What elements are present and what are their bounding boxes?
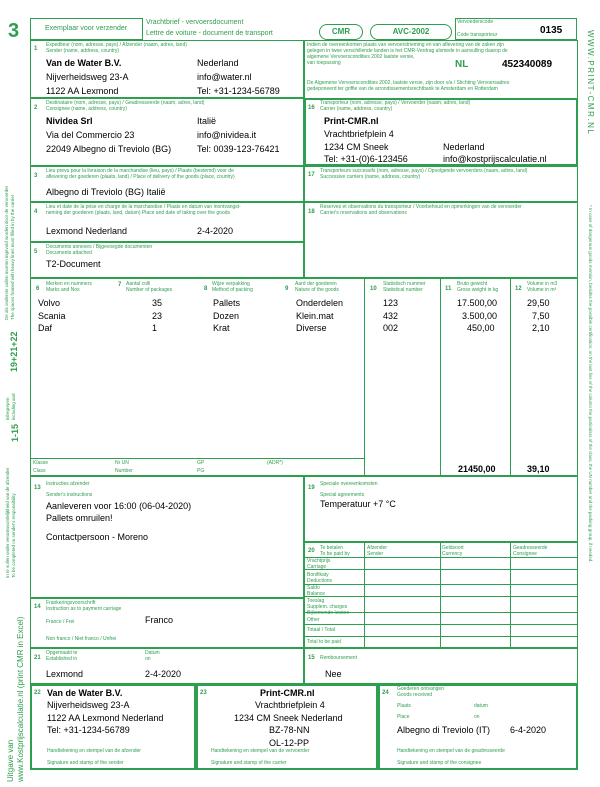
taking-over-date: 2-4-2020: [197, 226, 234, 236]
total-weight: 21450,00: [458, 464, 496, 474]
box-23-number: 23: [200, 690, 207, 696]
established-place: Lexmond: [46, 669, 84, 679]
box-5-number: 5: [34, 249, 38, 255]
conditions-line6: gedeponeerd ter griffie van de arrondissementsrechtbank te Amsterdam en Rotterdam: [307, 86, 498, 92]
pay-consignee-header: Geadresseerde: [513, 545, 548, 551]
goods-volume: 7,50: [532, 311, 550, 321]
adr-label: (ADR*): [267, 460, 283, 466]
col-10-number: 10: [370, 286, 377, 292]
adr-klasse: Klasse: [33, 460, 49, 466]
to-pay-label: Te betalen: [320, 545, 344, 551]
goods-weight: 17.500,00: [457, 298, 498, 308]
left-note-3: inbegrepen: [5, 397, 10, 420]
col-8-header: Wijze verpakking: [212, 281, 250, 287]
goods-nature: Diverse: [296, 323, 327, 333]
goods-weight: 450,00: [467, 323, 495, 333]
adr-class: Class: [33, 468, 46, 474]
box-21-label1: Opgemaakt te: [46, 650, 78, 656]
sig-sender-street: Nijverheidsweg 23-A: [47, 700, 130, 710]
header-copy-box: [30, 18, 143, 40]
col-9-header: Aard der goederen: [295, 281, 337, 287]
left-nums-2: 1-15: [10, 423, 20, 442]
box-3-label2: aflevering der goederen (plaats, land) / Place of delivery of the goods (place, country): [46, 174, 235, 180]
license-plate-1: BZ-78-NN: [269, 725, 310, 735]
box-18-label1: Reserves et observations du transporteur / Voorbehoud en opmerkingen van de vervoerder: [320, 204, 522, 210]
taking-over-place: Lexmond Nederland: [46, 226, 128, 236]
conditions-line2: gelegen in twee verschillende landen is het CMR-Verdrag alsmede in aanvulling daarop de: [307, 48, 508, 54]
left-note-2: The spaces framed with heavy lines must filled in by the carrier: [10, 194, 15, 320]
goods-packing: Pallets: [213, 298, 241, 308]
box-3-label1: Lieu prevu pour la livraison de la marchandise (lieu, pays) / Plaats (bestemd) voor de: [46, 168, 234, 174]
box-13-label2: Sender's instructions: [46, 492, 93, 498]
col-10-header: Statistisch nummer: [383, 281, 426, 287]
carrier-city: 1234 CM Sneek: [324, 142, 389, 152]
pay-sender-header: Afzender: [367, 545, 388, 551]
consignee-email: info@nividea.it: [197, 130, 257, 140]
box-14-label2: Instruction as to payment carriage: [46, 606, 122, 612]
left-bottom-2: www.Kostprijscalculatie.nl (print CMR in Excel): [16, 616, 25, 782]
box-15-label: Remboursement: [320, 655, 357, 661]
adr-gp: GP: [197, 460, 205, 466]
carrier-code: 0135: [540, 25, 563, 36]
document-number: 452340089: [502, 59, 553, 70]
consignee-city: 22049 Albegno di Treviolo (BG): [46, 144, 172, 154]
box-14-label1: Frankeringsvoorschrift: [46, 600, 96, 606]
box-19-label1: Speciale overeenkomsten: [320, 481, 378, 487]
special-agreement-value: Temperatuur +7 °C: [320, 499, 396, 509]
goods-stat: 123: [383, 298, 399, 308]
sender-city: 1122 AA Lexmond: [46, 86, 119, 96]
sender-street: Nijverheidsweg 23-A: [46, 72, 129, 82]
conditions-line3: algemene Vervoerscondities 2002 laatste versie,: [307, 54, 415, 60]
box-18-label2: Carrier's reservations and observations: [320, 210, 407, 216]
col-8-header-en: Method of packing: [212, 287, 253, 293]
goods-packages: 1: [152, 323, 158, 333]
box-21-on-label: on: [145, 656, 151, 662]
consignee-name: Nividea Srl: [46, 116, 93, 126]
box-24-plaats: Plaats: [397, 703, 411, 709]
box-19-label2: Special agreements: [320, 492, 365, 498]
copy-label: Exemplaar voor verzender: [45, 25, 128, 32]
adr-nr-un: Nr UN: [115, 460, 129, 466]
col-12-number: 12: [515, 286, 522, 292]
left-bottom-1: Uitgave van: [6, 739, 15, 782]
col-7-header-en: Number of packages: [126, 287, 173, 293]
box-1-number: 1: [34, 46, 38, 52]
pay-currency-header: Geldsoort: [442, 545, 464, 551]
copy-number: 3: [8, 20, 20, 42]
right-side-note: * In case of dangerous goods mention, besides the possible certification, on the last line of the column the particulars of the class, the UN number and the packing group, if needed.: [588, 205, 593, 563]
conditions-line5: De Algemene Vervoerscondities 2002, laatste versie, zijn door v/a / Stichting Vervoersadres: [307, 80, 510, 86]
instruction-line1: Aanleveren voor 16:00 (06-04-2020): [46, 501, 192, 511]
instruction-line2: Pallets omruilen!: [46, 513, 113, 523]
carrier-email: info@kostprijscalculatie.nl: [443, 154, 547, 164]
box-22-number: 22: [34, 690, 41, 696]
box-3-number: 3: [34, 173, 38, 179]
consignee-street: Via del Commercio 23: [46, 130, 135, 140]
sig-sender-label-en: Signature and stamp of the sender: [47, 760, 124, 766]
goods-marks: Daf: [38, 323, 53, 333]
pay-item: Carriage: [307, 564, 327, 570]
col-6-number: 6: [36, 286, 40, 292]
sig-sender-label: Handtekening en stempel van de afzender: [47, 748, 141, 754]
established-date: 2-4-2020: [145, 669, 182, 679]
left-note-6: To be completed on sender's responsibility: [11, 493, 16, 578]
goods-packages: 23: [152, 311, 163, 321]
box-1-label1: Expediteur (nom, adresse, pays) / Afzender (naam, adres, land): [46, 42, 187, 48]
franco-label: Franco / Frei: [46, 619, 75, 625]
carrier-country: Nederland: [443, 142, 485, 152]
col-6-header: Merken en nummers: [46, 281, 92, 287]
title-nl: Vrachtbrief - vervoersdocument: [146, 19, 244, 26]
sig-sender-name: Van de Water B.V.: [47, 688, 123, 698]
total-volume: 39,10: [527, 464, 550, 474]
sig-carrier-label-en: Signature and stamp of the carrier: [211, 760, 287, 766]
sig-carrier-city: 1234 CM Sneek Nederland: [234, 713, 343, 723]
pay-item: Saldo: [307, 585, 320, 591]
pay-item: Bijkomende kosten: [307, 610, 350, 616]
sig-carrier-street: Vrachtbriefplein 4: [255, 700, 325, 710]
box-17-number: 17: [308, 172, 315, 178]
left-nums-1: 19+21+22: [9, 331, 19, 372]
col-9-number: 9: [285, 286, 289, 292]
pay-item: Totaal / Total: [307, 627, 335, 633]
consignee-tel: Tel: 0039-123-76421: [197, 144, 280, 154]
box-19-number: 19: [308, 485, 315, 491]
documents-attached: T2-Document: [46, 259, 101, 269]
box-24-label2: Goods received: [397, 692, 433, 698]
box-20-number: 20: [308, 548, 315, 554]
box-2-number: 2: [34, 105, 38, 111]
col-10-header-en: Statistical number: [383, 287, 423, 293]
adr-pg: PG: [197, 468, 205, 474]
sender-tel: Tel: +31-1234-56789: [197, 86, 280, 96]
box-24-label1: Goederen ontvangen: [397, 686, 444, 692]
col-11-header: Bruto gewicht: [457, 281, 488, 287]
instruction-line3: Contactpersoon - Moreno: [46, 532, 149, 542]
sig-consignee-label: Handtekening en stempel van de geadresseerde: [397, 748, 505, 754]
box-16-number: 16: [308, 105, 315, 111]
pay-sender-header-en: Sender: [367, 551, 384, 557]
box-17-label2: Successive carriers (name, address, country): [320, 174, 421, 180]
carrier-name: Print-CMR.nl: [324, 116, 379, 126]
consignee-country: Italië: [197, 116, 217, 126]
box-16-label2: Carrier (name, address, country): [320, 106, 393, 112]
sig-consignee-label-en: Signature and stamp of the consignee: [397, 760, 482, 766]
delivery-place: Albegno di Treviolo (BG) Italië: [46, 187, 166, 197]
goods-marks: Volvo: [38, 298, 61, 308]
franco-value: Franco: [145, 615, 174, 625]
country-code: NL: [455, 59, 469, 70]
avc-badge: AVC-2002: [370, 24, 452, 40]
pay-item: Supplem. charges: [307, 604, 348, 610]
goods-packing: Krat: [213, 323, 230, 333]
goods-packing: Dozen: [213, 311, 240, 321]
pay-consignee-header-en: Consignee: [513, 551, 537, 557]
box-15-cash-on-delivery: [304, 648, 578, 684]
carrier-code-label-en: Code transporteur: [457, 32, 498, 38]
cash-on-delivery-value: Nee: [325, 669, 342, 679]
goods-volume: 2,10: [532, 323, 550, 333]
pay-item: Balance: [307, 591, 326, 597]
carrier-code-label-nl: Vervoederscode: [457, 19, 494, 25]
pay-currency-header-en: Currency: [442, 551, 463, 557]
box-4-label1: Lieu et date de la prise en charge de la marchandise / Plaats en datum van inontvangst-: [46, 204, 241, 210]
box-24-on: on: [474, 714, 480, 720]
box-14-number: 14: [34, 604, 41, 610]
cmr-badge: CMR: [319, 24, 363, 40]
col-6-header-en: Marks and Nos: [46, 287, 80, 293]
pay-item: Toeslag: [307, 598, 325, 604]
goods-marks: Scania: [38, 311, 66, 321]
goods-weight: 3.500,00: [462, 311, 498, 321]
box-18-number: 18: [308, 209, 315, 215]
box-13-label1: Instructies afzender: [46, 481, 90, 487]
col-11-number: 11: [445, 286, 452, 292]
goods-stat: 002: [383, 323, 399, 333]
col-12-header: Volume in m3: [527, 281, 558, 287]
pay-item: Vrachtprijs: [307, 558, 331, 564]
pay-item: Bonifikaty: [307, 572, 329, 578]
box-4-number: 4: [34, 209, 38, 215]
box-24-place: Place: [397, 714, 410, 720]
goods-stat: 432: [383, 311, 399, 321]
goods-nature: Klein.mat: [296, 311, 334, 321]
sender-email: info@water.nl: [197, 72, 252, 82]
sig-carrier-label: Handtekening en stempel van de vervoerder: [211, 748, 310, 754]
sig-carrier-name: Print-CMR.nl: [260, 688, 315, 698]
goods-packages: 35: [152, 298, 163, 308]
conditions-line4: van toepassing: [307, 60, 341, 66]
box-21-label2: Established in: [46, 656, 78, 662]
box-2-label1: Destinataire (nom, adresse, pays) / Geadresseerde (naam, adres, land): [46, 100, 205, 106]
col-8-number: 8: [204, 286, 208, 292]
pay-item: Deductions: [307, 578, 333, 584]
title-fr: Lettre de voiture - document de transport: [146, 30, 273, 37]
box-21-number: 21: [34, 655, 41, 661]
pay-item: Total to be paid: [307, 639, 341, 645]
adr-number: Number: [115, 468, 133, 474]
box-5-label2: Documents attached: [46, 250, 92, 256]
pay-item: Other: [307, 617, 320, 623]
box-24-number: 24: [382, 690, 389, 696]
received-date: 6-4-2020: [510, 725, 547, 735]
box-15-number: 15: [308, 655, 315, 661]
received-place: Albegno di Treviolo (IT): [397, 725, 491, 735]
left-note-4: including and: [11, 393, 16, 420]
col-9-header-en: Nature of the goods: [295, 287, 339, 293]
carrier-street: Vrachtbriefplein 4: [324, 129, 394, 139]
box-5-label1: Documents annexes / Bijgevoegde documenten: [46, 244, 153, 250]
sender-country: Nederland: [197, 58, 239, 68]
license-plate-2: OL-12-PP: [269, 738, 310, 748]
box-16-label1: Transporteur (nom, adresse, pays) / Vervoerder (naam, adres, land): [320, 100, 471, 106]
to-pay-label-en: To be paid by: [320, 551, 350, 557]
box-21-date-label: Datum: [145, 650, 160, 656]
box-24-datum: datum: [474, 703, 488, 709]
left-note-1: De als onderste callen moeten ingevuld worden door de vervoerder: [4, 185, 9, 320]
box-2-label2: Consignee (name, address, country): [46, 106, 127, 112]
box-4-label2: neming der goederen (plaats, land, datum) Place and date of taking over the goods: [46, 210, 231, 216]
goods-volume: 29,50: [527, 298, 550, 308]
col-7-header: Aantal colli: [126, 281, 151, 287]
col-11-header-en: Gross weight in kg: [457, 287, 499, 293]
conditions-line1: Indien de overeenkomen plaats van vervoerstrieming en van aflevering van de zaken zijn: [307, 42, 505, 48]
carrier-tel: Tel: +31-(0)6-123456: [324, 154, 408, 164]
box-1-label2: Sender (name, address, country): [46, 48, 120, 54]
sig-sender-tel: Tel: +31-1234-56789: [47, 725, 130, 735]
right-url: WWW.PRINT-CMR.NL: [586, 30, 595, 136]
left-note-5: In te vullen onder verantwoordelijkheid van de afzender: [5, 467, 10, 578]
goods-nature: Onderdelen: [296, 298, 344, 308]
col-7-number: 7: [118, 282, 122, 288]
box-13-number: 13: [34, 485, 41, 491]
box-17-label1: Transporteurs successifs (nom, adresse, pays) / Opvolgende vervoerders (naam, adres, land): [320, 168, 528, 174]
col-12-header-en: Volume in m³: [527, 287, 557, 293]
non-franco-label: Non franco / Niet franco / Unfrei: [46, 636, 117, 642]
sig-sender-city: 1122 AA Lexmond Nederland: [47, 713, 164, 723]
sender-name: Van de Water B.V.: [46, 58, 122, 68]
